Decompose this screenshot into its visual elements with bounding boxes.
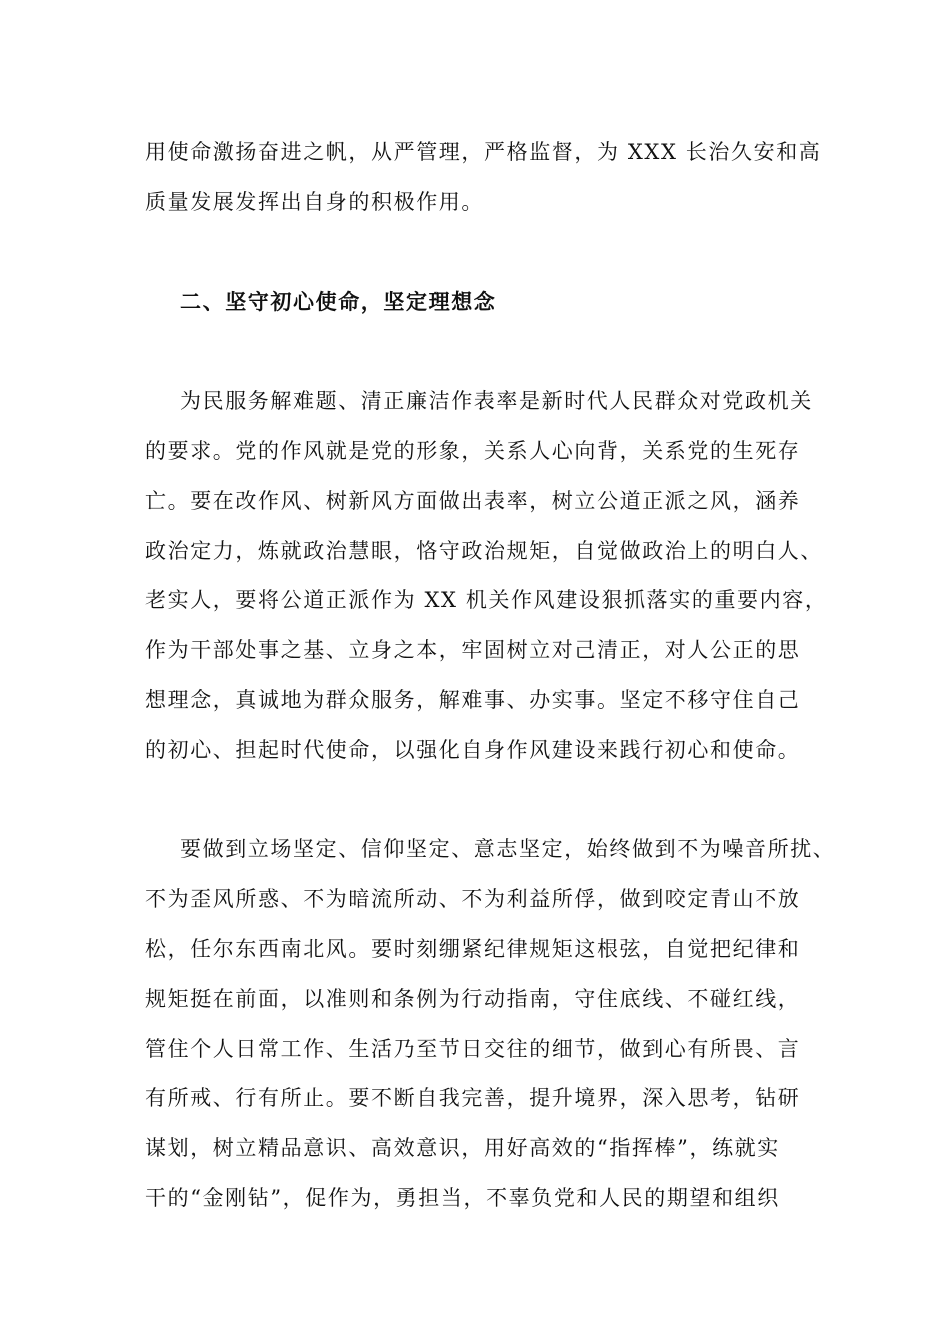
paragraph-1-line-5: 老实人，要将公道正派作为 XX 机关作风建设狠抓落实的重要内容， — [145, 588, 828, 612]
paragraph-1-line-7: 想理念，真诚地为群众服务，解难事、办实事。坚定不移守住自己 — [145, 688, 801, 712]
paragraph-2-line-8: 干的“金刚钻”，促作为，勇担当，不辜负党和人民的期望和组织 — [145, 1186, 780, 1210]
paragraph-2-line-6: 有所戒、行有所止。要不断自我完善，提升境界，深入思考，钻研 — [145, 1086, 801, 1110]
paragraph-2-line-4: 规矩挺在前面，以准则和条例为行动指南，守住底线、不碰红线， — [145, 987, 801, 1011]
paragraph-0-line-1: 用使命激扬奋进之帆，从严管理，严格监督，为 XXX 长治久安和高 — [145, 140, 822, 164]
paragraph-2-line-2: 不为歪风所惑、不为暗流所动、不为利益所俘，做到咬定青山不放 — [145, 887, 801, 911]
paragraph-0-line-2: 质量发展发挥出自身的积极作用。 — [145, 190, 484, 214]
section-heading-2: 二、坚守初心使命，坚定理想念 — [180, 289, 497, 314]
paragraph-2-line-3: 松，任尔东西南北风。要时刻绷紧纪律规矩这根弦，自觉把纪律和 — [145, 937, 801, 961]
paragraph-2-line-5: 管住个人日常工作、生活乃至节日交往的细节，做到心有所畏、言 — [145, 1037, 801, 1061]
paragraph-2-line-7: 谋划，树立精品意识、高效意识，用好高效的“指挥棒”，练就实 — [145, 1136, 780, 1160]
paragraph-1-line-3: 亡。要在改作风、树新风方面做出表率，树立公道正派之风，涵养 — [145, 489, 801, 513]
paragraph-1-line-6: 作为干部处事之基、立身之本，牢固树立对己清正，对人公正的思 — [145, 638, 801, 662]
paragraph-1-line-1: 为民服务解难题、清正廉洁作表率是新时代人民群众对党政机关 — [180, 389, 813, 413]
paragraph-1-line-4: 政治定力，炼就政治慧眼，恪守政治规矩，自觉做政治上的明白人、 — [145, 539, 823, 563]
paragraph-1-line-8: 的初心、担起时代使命，以强化自身作风建设来践行初心和使命。 — [145, 738, 801, 762]
paragraph-1-line-2: 的要求。党的作风就是党的形象，关系人心向背，关系党的生死存 — [145, 439, 801, 463]
paragraph-2-line-1: 要做到立场坚定、信仰坚定、意志坚定，始终做到不为噪音所扰、 — [180, 837, 836, 861]
